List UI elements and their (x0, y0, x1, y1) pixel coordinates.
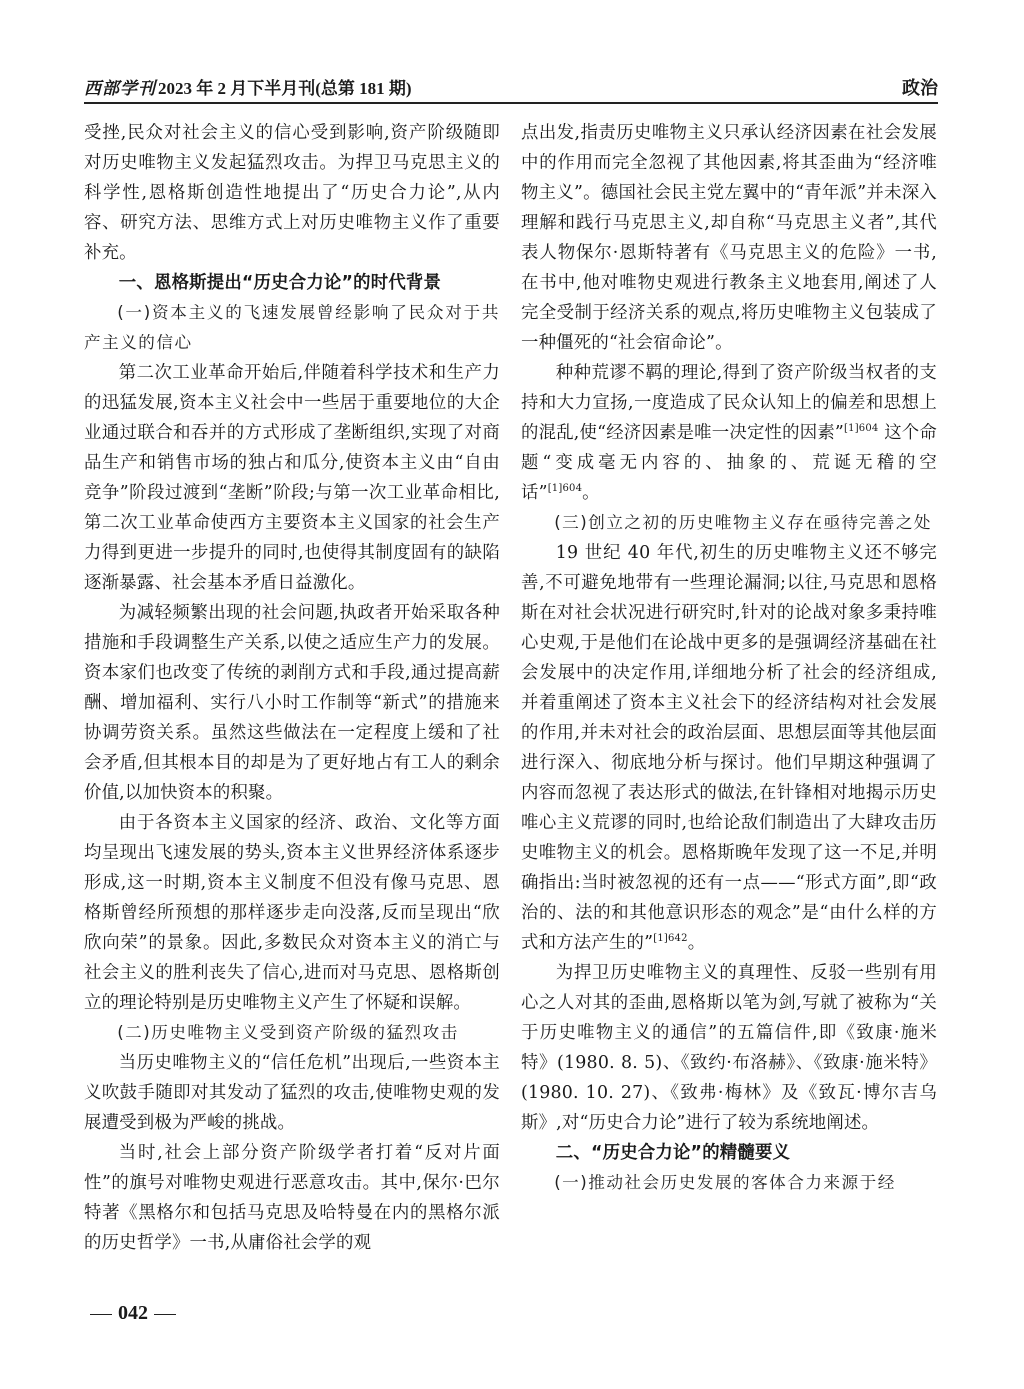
footer-dash (154, 1314, 176, 1315)
citation: [1]604 (547, 483, 583, 494)
paragraph-text: 这个命题“变成毫无内容的、抽象的、荒诞无稽的空话” (521, 423, 937, 503)
citation: [1]604 (844, 423, 879, 434)
page-footer (84, 1302, 182, 1325)
page-number: 042 (118, 1302, 148, 1324)
paragraph: 受挫,民众对社会主义的信心受到影响,资产阶级随即对历史唯物主义发起猛烈攻击。为捍卫马克思主义的科学性,恩格斯创造性地提出了“历史合力论”,从内容、研究方法、思维方式上对历史唯物主义作了重要补充。 (84, 123, 500, 263)
paragraph: 为减轻频繁出现的社会问题,执政者开始采取各种措施和手段调整生产关系,以使之适应生产力的发展。资本家们也改变了传统的剥削方式和手段,通过提高薪酬、增加福利、实行八小时工作制等“新式”的措施来协调劳资关系。虽然这些做法在一定程度上缓和了社会矛盾,但其根本目的却是为了更好地占有工人的剩余价值,以加快资本的积聚。 (84, 603, 500, 803)
paragraph (521, 358, 937, 508)
subsection-heading: (一)资本主义的飞速发展曾经影响了民众对于共产主义的信心 (84, 303, 500, 352)
journal-logo: 西部学刊 (84, 79, 156, 99)
paragraph: 点出发,指责历史唯物主义只承认经济因素在社会发展中的作用而完全忽视了其他因素,将其歪曲为“经济唯物主义”。德国社会民主党左翼中的“青年派”并未深入理解和践行马克思主义,却自称“马克思主义者”,其代表人物保尔·恩斯特著有《马克思主义的危险》一书,在书中,他对唯物史观进行教条主义地套用,阐述了人完全受制于经济关系的观点,将历史唯物主义包装成了一种僵死的“社会宿命论”。 (521, 123, 937, 353)
paragraph-text: 。 (687, 933, 706, 953)
header-rule (84, 102, 938, 104)
subsection-heading: (一)推动社会历史发展的客体合力来源于经 (554, 1173, 896, 1192)
paragraph (521, 538, 937, 958)
section-heading: 二、“历史合力论”的精髓要义 (555, 1143, 791, 1163)
paragraph: 为捍卫历史唯物主义的真理性、反驳一些别有用心之人对其的歪曲,恩格斯以笔为剑,写就了被称为“关于历史唯物主义的通信”的五篇信件,即《致康·施米特》(1980. 8. 5)、《致约·布洛赫》、《致康·施米特》(1980. 10. 27)、《致弗·梅林》及《致瓦·博尔吉乌斯》,对“历史合力论”进行了较为系统地阐述。 (521, 963, 937, 1133)
paragraph-text: 19 世纪 40 年代,初生的历史唯物主义还不够完善,不可避免地带有一些理论漏洞;以往,马克思和恩格斯在对社会状况进行研究时,针对的论战对象多秉持唯心史观,于是他们在论战中更多的是强调经济基础在社会发展中的决定作用,详细地分析了社会的经济组成,并着重阐述了资本主义社会下的经济结构对社会发展的作用,并未对社会的政治层面、思想层面等其他层面进行深入、彻底地分析与探讨。他们早期这种强调了内容而忽视了表达形式的做法,在针锋相对地揭示历史唯心主义荒谬的同时,也给论敌们制造出了大肆攻击历史唯物主义的机会。恩格斯晚年发现了这一不足,并明确指出:当时被忽视的还有一点——“形式方面”,即“政治的、法的和其他意识形态的观念”是“由什么样的方式和方法产生的” (521, 543, 937, 953)
footer-dash (90, 1314, 112, 1315)
subsection-heading: (三)创立之初的历史唯物主义存在亟待完善之处 (554, 513, 933, 532)
citation: [1]642 (653, 933, 688, 944)
paragraph: 由于各资本主义国家的经济、政治、文化等方面均呈现出飞速发展的势头,资本主义世界经济体系逐步形成,这一时期,资本主义制度不但没有像马克思、恩格斯曾经所预想的那样逐步走向没落,反而呈现出“欣欣向荣”的景象。因此,多数民众对资本主义的消亡与社会主义的胜利丧失了信心,进而对马克思、恩格斯创立的理论特别是历史唯物主义产生了怀疑和误解。 (84, 813, 500, 1013)
section-heading: 一、恩格斯提出“历史合力论”的时代背景 (118, 273, 442, 293)
section-label: 政治 (902, 78, 938, 99)
paragraph-text: 种种荒谬不羁的理论,得到了资产阶级当权者的支持和大力宣扬,一度造成了民众认知上的偏差和思想上的混乱,使“经济因素是唯一决定性的因素” (521, 363, 937, 443)
issue-label: 2023 年 2 月下半月刊(总第 181 期) (158, 79, 412, 98)
paragraph: 当时,社会上部分资产阶级学者打着“反对片面性”的旗号对唯物史观进行恶意攻击。其中,保尔·巴尔特著《黑格尔和包括马克思及哈特曼在内的黑格尔派的历史哲学》一书,从庸俗社会学的观 (84, 1143, 500, 1253)
right-column (521, 118, 937, 1198)
page-header (84, 70, 938, 104)
paragraph-text: 。 (582, 483, 600, 503)
paragraph: 当历史唯物主义的“信任危机”出现后,一些资本主义吹鼓手随即对其发动了猛烈的攻击,使唯物史观的发展遭受到极为严峻的挑战。 (84, 1053, 500, 1133)
paragraph: 第二次工业革命开始后,伴随着科学技术和生产力的迅猛发展,资本主义社会中一些居于重要地位的大企业通过联合和吞并的方式形成了垄断组织,实现了对商品生产和销售市场的独占和瓜分,使资本主义由“自由竞争”阶段过渡到“垄断”阶段;与第一次工业革命相比,第二次工业革命使西方主要资本主义国家的社会生产力得到更进一步提升的同时,也使得其制度固有的缺陷逐渐暴露、社会基本矛盾日益激化。 (84, 363, 500, 593)
subsection-heading: (二)历史唯物主义受到资产阶级的猛烈攻击 (117, 1023, 459, 1042)
journal-issue-line (84, 74, 412, 99)
left-column (84, 118, 500, 1258)
